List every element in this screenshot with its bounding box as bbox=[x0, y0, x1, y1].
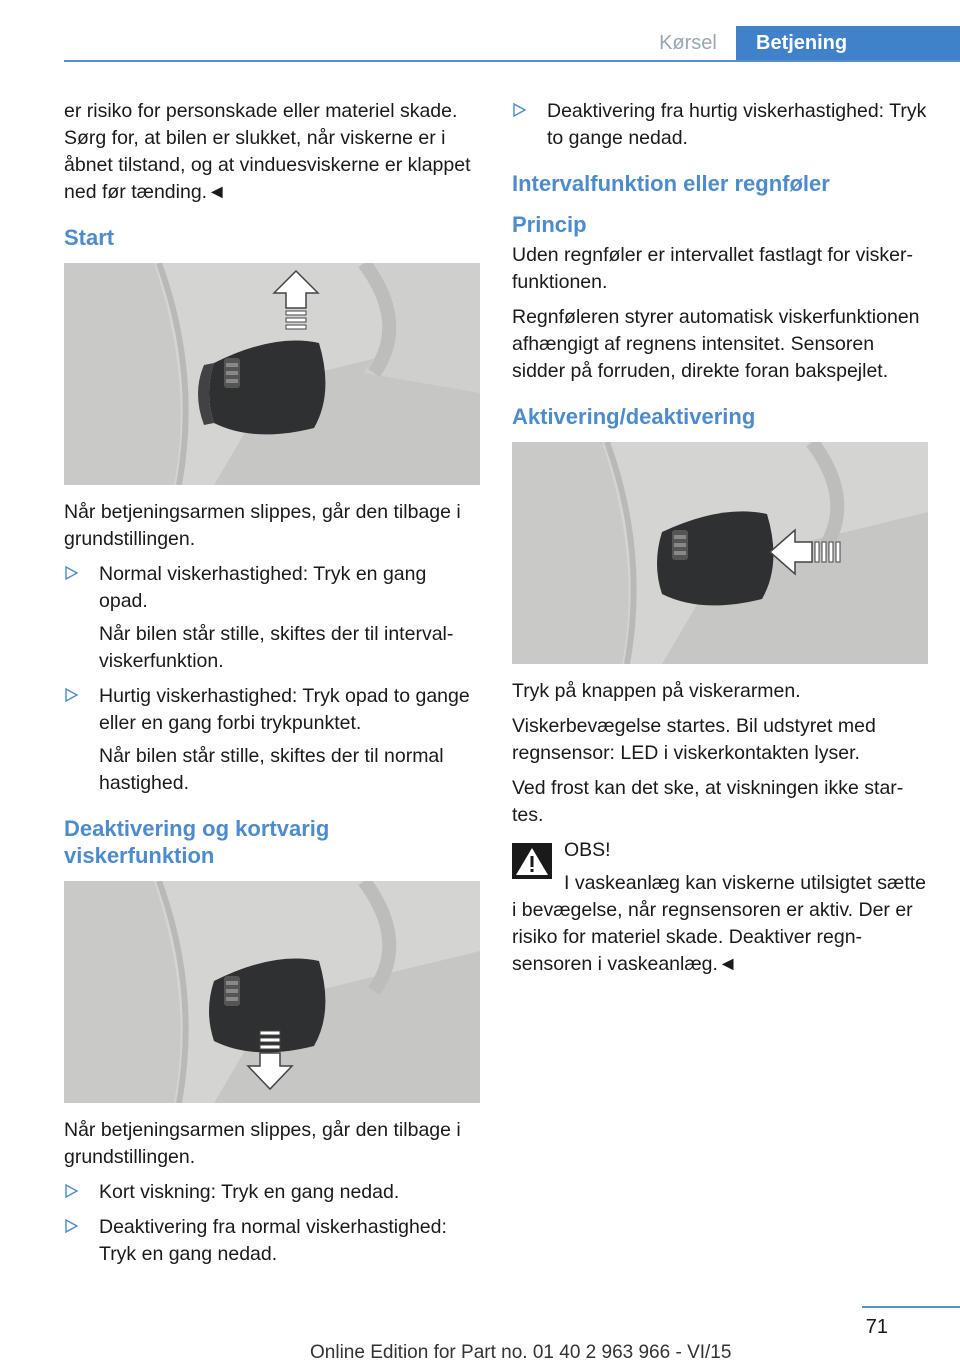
wiper-stalk-up-figure bbox=[64, 263, 480, 485]
activation-paragraph-3: Ved frost kan det ske, at viskningen ikke startes. bbox=[512, 777, 904, 826]
interval-heading: Intervalfunktion eller regnføler bbox=[512, 171, 830, 196]
list-item bbox=[64, 1214, 480, 1268]
edition-label: Online Edition for Part no. 01 40 2 963 966 - VI/15 bbox=[310, 1342, 732, 1363]
page-header bbox=[0, 0, 960, 62]
triangle-bullet-icon bbox=[64, 1184, 78, 1198]
princip-paragraph-2: Regnføleren styrer automatisk viskerfunktionen afhængigt af regnens intensitet. Sensoren sidder på forruden, direkte foran bakspejlet. bbox=[512, 306, 920, 382]
warning-text bbox=[512, 870, 928, 978]
section-tab-korsel[interactable]: Kørsel bbox=[659, 32, 717, 54]
warning-title: OBS! bbox=[564, 839, 611, 861]
footer-divider bbox=[862, 1306, 960, 1308]
list-item bbox=[512, 98, 928, 152]
section-tab-betjening[interactable]: Betjening bbox=[736, 26, 960, 60]
princip-heading: Princip bbox=[512, 212, 587, 237]
list-item-sub: Når bilen står stille, skiftes der til intervalviskerfunktion. bbox=[99, 623, 454, 672]
list-item-main: Deaktivering fra hurtig viskerhastighed: Tryk to gange nedad. bbox=[547, 100, 927, 149]
wiper-stalk-button-figure bbox=[512, 442, 928, 664]
list-item bbox=[64, 1179, 480, 1206]
left-column bbox=[64, 98, 480, 1276]
start-release-paragraph: Når betjeningsarmen slippes, går den tilbage i grundstillingen. bbox=[64, 501, 461, 550]
start-heading: Start bbox=[64, 225, 115, 250]
princip-paragraph-1: Uden regnføler er intervallet fastlagt for viskerfunktionen. bbox=[512, 244, 913, 293]
triangle-bullet-icon bbox=[64, 566, 78, 580]
warning-text-content: I vaskeanlæg kan viskerne utilsigtet sætte i bevægelse, når regnsensoren er aktiv. Der er risiko for materiel skade. Deaktiver regnsensoren i vaskeanlæg.◄ bbox=[512, 872, 927, 975]
list-item-main: Deaktivering fra normal viskerhastighed: Tryk en gang nedad. bbox=[99, 1216, 447, 1265]
list-item-main: Kort viskning: Tryk en gang nedad. bbox=[99, 1181, 400, 1203]
triangle-bullet-icon bbox=[512, 103, 526, 117]
page-number: 71 bbox=[865, 1316, 888, 1338]
page-footer bbox=[0, 1300, 960, 1362]
triangle-bullet-icon bbox=[64, 688, 78, 702]
wiper-stalk-down-figure bbox=[64, 881, 480, 1103]
warning-triangle-icon bbox=[512, 843, 552, 879]
warning-box bbox=[512, 837, 928, 978]
list-item-sub: Når bilen står stille, skiftes der til normal hastighed. bbox=[99, 745, 444, 794]
list-item bbox=[64, 561, 480, 675]
activation-paragraph-2: Viskerbevægelse startes. Bil udstyret med regnsensor: LED i viskerkontakten lyser. bbox=[512, 715, 876, 764]
list-item-main: Normal viskerhastighed: Tryk en gang opad. bbox=[99, 563, 427, 612]
deactivation-heading: Deaktivering og kortvarig viskerfunktion bbox=[64, 816, 330, 868]
list-item-main: Hurtig viskerhastighed: Tryk opad to gange eller en gang forbi trykpunktet. bbox=[99, 685, 470, 734]
activation-heading: Aktivering/deaktivering bbox=[512, 404, 756, 429]
intro-paragraph: er risiko for personskade eller materiel skade. Sørg for, at bilen er slukket, når viskerne er i åbnet tilstand, og at vinduesviskerne er klappet ned før tænding.◄ bbox=[64, 100, 471, 203]
header-divider bbox=[64, 60, 960, 62]
deactivation-release-paragraph: Når betjeningsarmen slippes, går den tilbage i grundstillingen. bbox=[64, 1119, 461, 1168]
activation-paragraph-1: Tryk på knappen på viskerarmen. bbox=[512, 680, 801, 702]
right-column bbox=[512, 98, 928, 986]
list-item bbox=[64, 683, 480, 797]
triangle-bullet-icon bbox=[64, 1219, 78, 1233]
